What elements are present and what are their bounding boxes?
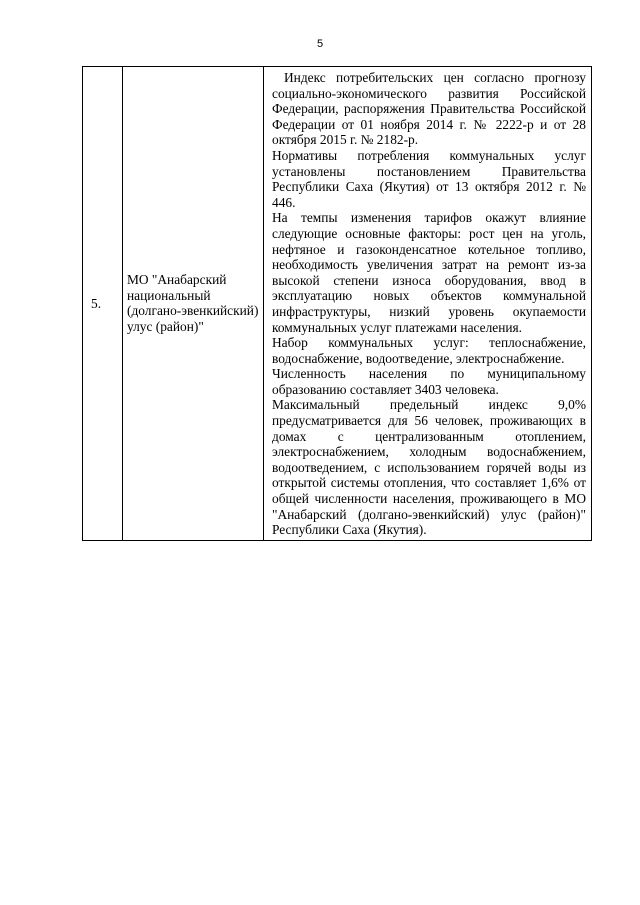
row-number-cell — [83, 67, 123, 541]
paragraph-utility-set: Набор коммунальных услуг: теплоснабжение, водоснабжение, водоотведение, электроснабжение. — [272, 335, 586, 366]
tariff-table — [82, 66, 592, 541]
paragraph-population: Численность населения по муниципальному образованию составляет 3403 человека. — [272, 366, 586, 397]
municipality-cell — [123, 67, 264, 541]
page-number: 5 — [316, 38, 324, 50]
table-row — [83, 67, 592, 541]
paragraph-max-index: Максимальный предельный индекс 9,0% предусматривается для 56 человек, проживающих в домах с централизованным отоплением, электроснабжением, холодным водоснабжением, водоотведением, с использованием горячей воды из открытой системы отопления, что составляет 1,6% от общей численности населения, проживающего в МО "Анабарский (долгано-эвенкийский) улус (район)" Республики Саха (Якутия). — [272, 397, 586, 538]
paragraph-price-index: Индекс потребительских цен согласно прогнозу социально-экономического развития Российской Федерации, распоряжения Правительства Российской Федерации от 01 ноября 2014 г. № 2222-р и от 28 октября 2015 г. № 2182-р. — [272, 70, 586, 148]
municipality-name: МО "Анабарский национальный (долгано-эвенкийский) улус (район)" — [127, 272, 259, 334]
row-number: 5. — [91, 295, 102, 311]
paragraph-consumption-norms: Нормативы потребления коммунальных услуг установлены постановлением Правительства Республики Саха (Якутия) от 13 октября 2012 г. № 446. — [272, 147, 586, 210]
description-cell — [264, 67, 592, 541]
paragraph-tariff-factors: На темпы изменения тарифов окажут влияние следующие основные факторы: рост цен на уголь, нефтяное и газоконденсатное котельное топливо, необходимость увеличения затрат на ремонт из-за высокой степени износа оборудования, ввод в эксплуатацию новых объектов коммунальной инфраструктуры, низкий уровень окупаемости коммунальных услуг платежами населения. — [272, 210, 586, 335]
